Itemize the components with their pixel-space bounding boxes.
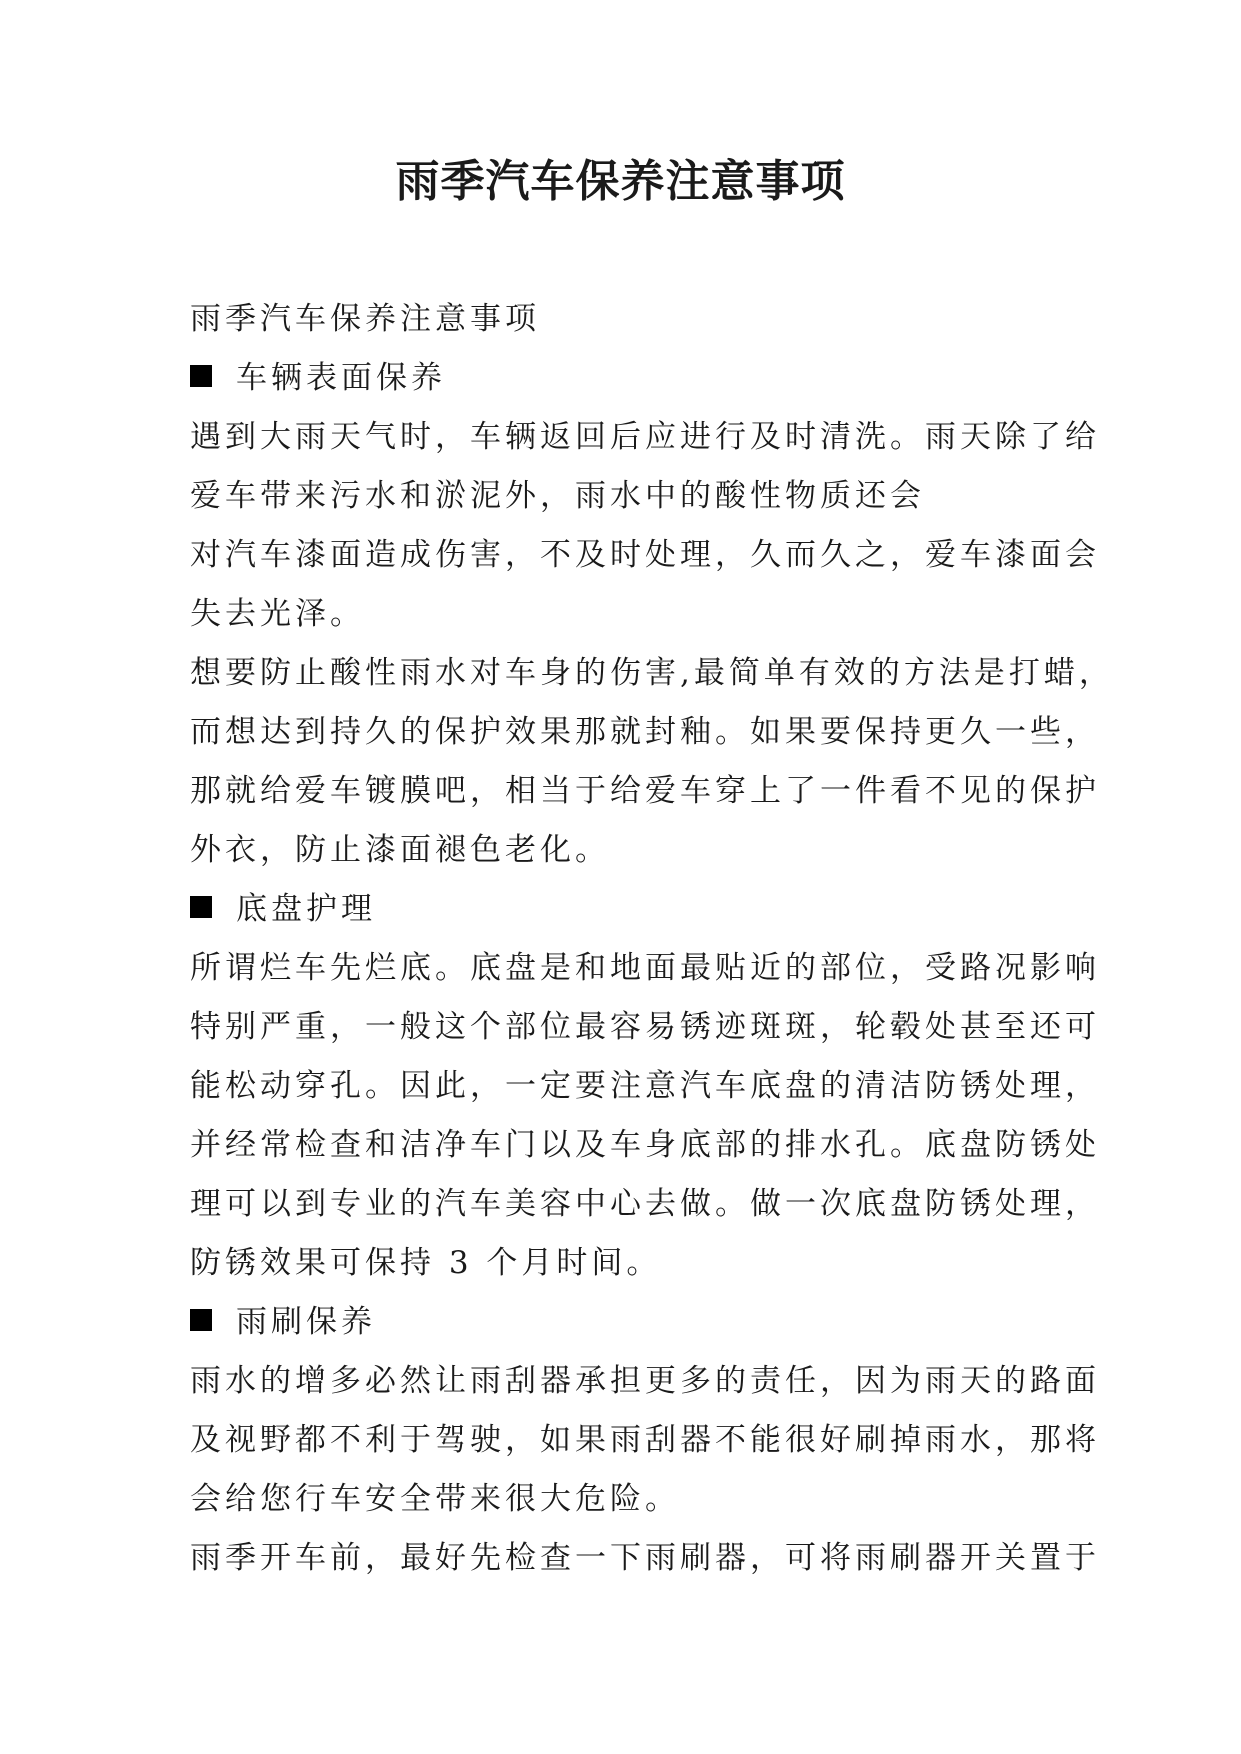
- body-line: 能松动穿孔。因此，一定要注意汽车底盘的清洁防锈处理，: [190, 1068, 1100, 1104]
- body-line: 特别严重，一般这个部位最容易锈迹斑斑，轮毂处甚至还可: [190, 1009, 1100, 1045]
- body-line: 所谓烂车先烂底。底盘是和地面最贴近的部位，受路况影响: [190, 950, 1100, 986]
- body-line: 防锈效果可保持 3 个月时间。: [190, 1245, 662, 1281]
- body-line: 雨季汽车保养注意事项: [190, 301, 540, 337]
- document-title: 雨季汽车保养注意事项: [395, 156, 846, 207]
- body-line: 想要防止酸性雨水对车身的伤害,最简单有效的方法是打蜡，: [190, 655, 1114, 691]
- section-heading-wiper: [190, 1293, 1070, 1352]
- black-square-bullet-icon: [190, 1309, 212, 1331]
- section-heading-label: 雨刷保养: [236, 1304, 376, 1340]
- body-line: 遇到大雨天气时，车辆返回后应进行及时清洗。雨天除了给: [190, 419, 1100, 455]
- body-line: 失去光泽。: [190, 596, 365, 632]
- black-square-bullet-icon: [190, 896, 212, 918]
- document-body: [190, 290, 1114, 1588]
- body-line: 外衣，防止漆面褪色老化。: [190, 832, 610, 868]
- body-line: 并经常检查和洁净车门以及车身底部的排水孔。底盘防锈处: [190, 1127, 1100, 1163]
- body-line: 及视野都不利于驾驶，如果雨刮器不能很好刷掉雨水，那将: [190, 1422, 1100, 1458]
- section-heading-label: 车辆表面保养: [236, 360, 446, 396]
- section-heading-label: 底盘护理: [236, 891, 376, 927]
- body-line: 而想达到持久的保护效果那就封釉。如果要保持更久一些，: [190, 714, 1100, 750]
- black-square-bullet-icon: [190, 365, 212, 387]
- body-line: 雨季开车前，最好先检查一下雨刷器，可将雨刷器开关置于: [190, 1540, 1100, 1576]
- body-line: 雨水的增多必然让雨刮器承担更多的责任，因为雨天的路面: [190, 1363, 1100, 1399]
- body-line: 对汽车漆面造成伤害，不及时处理，久而久之，爱车漆面会: [190, 537, 1100, 573]
- body-line: 爱车带来污水和淤泥外，雨水中的酸性物质还会: [190, 478, 925, 514]
- section-heading-chassis: [190, 880, 1070, 939]
- body-line: 会给您行车安全带来很大危险。: [190, 1481, 680, 1517]
- section-heading-surface: [190, 349, 1070, 408]
- body-line: 那就给爱车镀膜吧，相当于给爱车穿上了一件看不见的保护: [190, 773, 1100, 809]
- body-line: 理可以到专业的汽车美容中心去做。做一次底盘防锈处理，: [190, 1186, 1100, 1222]
